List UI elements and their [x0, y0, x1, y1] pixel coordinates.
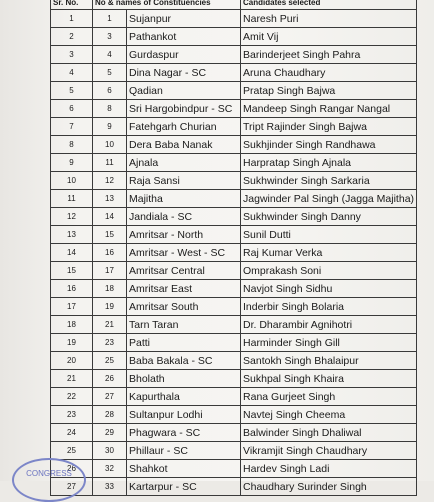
- sr-no-cell: 3: [51, 46, 93, 64]
- table-row: [51, 28, 417, 46]
- sr-no-cell: 8: [51, 136, 93, 154]
- constituency-no-cell: 15: [93, 226, 127, 244]
- constituency-name-cell: Sujanpur: [127, 10, 241, 28]
- sr-no-cell: 5: [51, 82, 93, 100]
- candidate-name-cell: Raj Kumar Verka: [241, 244, 417, 262]
- sr-no-cell: 1: [51, 10, 93, 28]
- constituency-no-cell: 6: [93, 82, 127, 100]
- constituency-name-cell: Baba Bakala - SC: [127, 352, 241, 370]
- sr-no-cell: 13: [51, 226, 93, 244]
- constituency-name-cell: Amritsar South: [127, 298, 241, 316]
- table-row: [51, 46, 417, 64]
- table-row: [51, 154, 417, 172]
- sr-no-cell: 17: [51, 298, 93, 316]
- table-row: [51, 10, 417, 28]
- candidate-name-cell: Mandeep Singh Rangar Nangal: [241, 100, 417, 118]
- constituency-name-cell: Kapurthala: [127, 388, 241, 406]
- table-row: [51, 388, 417, 406]
- candidate-name-cell: Harpratap Singh Ajnala: [241, 154, 417, 172]
- constituency-no-cell: 8: [93, 100, 127, 118]
- sr-no-cell: 22: [51, 388, 93, 406]
- constituency-no-cell: 30: [93, 442, 127, 460]
- constituency-name-cell: Sri Hargobindpur - SC: [127, 100, 241, 118]
- candidate-name-cell: Amit Vij: [241, 28, 417, 46]
- candidate-name-cell: Sukhjinder Singh Randhawa: [241, 136, 417, 154]
- table-row: [51, 172, 417, 190]
- constituency-no-cell: 19: [93, 298, 127, 316]
- candidate-name-cell: Dr. Dharambir Agnihotri: [241, 316, 417, 334]
- candidate-name-cell: Harminder Singh Gill: [241, 334, 417, 352]
- constituency-no-cell: 27: [93, 388, 127, 406]
- table-row: [51, 316, 417, 334]
- constituency-no-cell: 16: [93, 244, 127, 262]
- constituency-name-cell: Patti: [127, 334, 241, 352]
- table-row: [51, 298, 417, 316]
- constituency-no-cell: 4: [93, 46, 127, 64]
- constituency-no-cell: 33: [93, 478, 127, 496]
- candidate-name-cell: Balwinder Singh Dhaliwal: [241, 424, 417, 442]
- constituency-name-cell: Raja Sansi: [127, 172, 241, 190]
- constituency-no-cell: 32: [93, 460, 127, 478]
- table-row: [51, 82, 417, 100]
- sr-no-cell: 6: [51, 100, 93, 118]
- candidate-name-cell: Omprakash Soni: [241, 262, 417, 280]
- candidate-name-cell: Naresh Puri: [241, 10, 417, 28]
- candidate-name-cell: Vikramjit Singh Chaudhary: [241, 442, 417, 460]
- constituency-no-cell: 17: [93, 262, 127, 280]
- candidate-name-cell: Jagwinder Pal Singh (Jagga Majitha): [241, 190, 417, 208]
- constituency-name-cell: Qadian: [127, 82, 241, 100]
- sr-no-cell: 24: [51, 424, 93, 442]
- header-sr-no: Sr. No.: [51, 0, 93, 10]
- constituency-no-cell: 9: [93, 118, 127, 136]
- constituency-no-cell: 21: [93, 316, 127, 334]
- table-row: [51, 226, 417, 244]
- constituency-name-cell: Dera Baba Nanak: [127, 136, 241, 154]
- sr-no-cell: 2: [51, 28, 93, 46]
- candidate-name-cell: Sukhwinder Singh Sarkaria: [241, 172, 417, 190]
- table-row: [51, 244, 417, 262]
- sr-no-cell: 26: [51, 460, 93, 478]
- candidate-name-cell: Hardev Singh Ladi: [241, 460, 417, 478]
- table-row: [51, 370, 417, 388]
- constituency-name-cell: Sultanpur Lodhi: [127, 406, 241, 424]
- constituency-no-cell: 12: [93, 172, 127, 190]
- candidate-name-cell: Aruna Chaudhary: [241, 64, 417, 82]
- candidate-name-cell: Barinderjeet Singh Pahra: [241, 46, 417, 64]
- sr-no-cell: 18: [51, 316, 93, 334]
- sr-no-cell: 14: [51, 244, 93, 262]
- constituency-no-cell: 3: [93, 28, 127, 46]
- table-row: [51, 100, 417, 118]
- constituency-name-cell: Tarn Taran: [127, 316, 241, 334]
- sr-no-cell: 15: [51, 262, 93, 280]
- table-row: [51, 64, 417, 82]
- constituency-name-cell: Gurdaspur: [127, 46, 241, 64]
- header-constituencies: No & names of Constituencies: [93, 0, 241, 10]
- constituency-name-cell: Phagwara - SC: [127, 424, 241, 442]
- sr-no-cell: 20: [51, 352, 93, 370]
- constituency-name-cell: Pathankot: [127, 28, 241, 46]
- candidate-name-cell: Navtej Singh Cheema: [241, 406, 417, 424]
- constituency-no-cell: 23: [93, 334, 127, 352]
- table-row: [51, 190, 417, 208]
- constituency-no-cell: 28: [93, 406, 127, 424]
- constituency-name-cell: Amritsar - West - SC: [127, 244, 241, 262]
- candidate-name-cell: Sukhwinder Singh Danny: [241, 208, 417, 226]
- constituency-no-cell: 5: [93, 64, 127, 82]
- constituency-name-cell: Phillaur - SC: [127, 442, 241, 460]
- constituency-no-cell: 14: [93, 208, 127, 226]
- constituency-no-cell: 25: [93, 352, 127, 370]
- table-row: [51, 352, 417, 370]
- sr-no-cell: 19: [51, 334, 93, 352]
- candidate-name-cell: Rana Gurjeet Singh: [241, 388, 417, 406]
- sr-no-cell: 21: [51, 370, 93, 388]
- sr-no-cell: 9: [51, 154, 93, 172]
- table-row: [51, 478, 417, 496]
- table-row: [51, 460, 417, 478]
- sr-no-cell: 23: [51, 406, 93, 424]
- candidate-name-cell: Inderbir Singh Bolaria: [241, 298, 417, 316]
- constituency-name-cell: Amritsar East: [127, 280, 241, 298]
- constituency-name-cell: Amritsar - North: [127, 226, 241, 244]
- sr-no-cell: 11: [51, 190, 93, 208]
- table-row: [51, 262, 417, 280]
- sr-no-cell: 10: [51, 172, 93, 190]
- constituency-name-cell: Jandiala - SC: [127, 208, 241, 226]
- candidate-name-cell: Tript Rajinder Singh Bajwa: [241, 118, 417, 136]
- candidate-name-cell: Santokh Singh Bhalaipur: [241, 352, 417, 370]
- candidates-table: [50, 0, 417, 496]
- table-row: [51, 118, 417, 136]
- constituency-no-cell: 26: [93, 370, 127, 388]
- constituency-no-cell: 1: [93, 10, 127, 28]
- constituency-name-cell: Dina Nagar - SC: [127, 64, 241, 82]
- constituency-name-cell: Bholath: [127, 370, 241, 388]
- constituency-name-cell: Fatehgarh Churian: [127, 118, 241, 136]
- constituency-no-cell: 10: [93, 136, 127, 154]
- table-row: [51, 334, 417, 352]
- table-row: [51, 136, 417, 154]
- table-row: [51, 280, 417, 298]
- sr-no-cell: 7: [51, 118, 93, 136]
- constituency-name-cell: Majitha: [127, 190, 241, 208]
- constituency-name-cell: Kartarpur - SC: [127, 478, 241, 496]
- table-row: [51, 208, 417, 226]
- table-header-row: [51, 0, 417, 10]
- constituency-no-cell: 29: [93, 424, 127, 442]
- sr-no-cell: 16: [51, 280, 93, 298]
- constituency-name-cell: Ajnala: [127, 154, 241, 172]
- sr-no-cell: 27: [51, 478, 93, 496]
- constituency-no-cell: 13: [93, 190, 127, 208]
- sr-no-cell: 25: [51, 442, 93, 460]
- candidate-name-cell: Pratap Singh Bajwa: [241, 82, 417, 100]
- sr-no-cell: 12: [51, 208, 93, 226]
- table-row: [51, 424, 417, 442]
- constituency-name-cell: Amritsar Central: [127, 262, 241, 280]
- party-stamp: CONGRESS: [12, 458, 86, 502]
- table-row: [51, 406, 417, 424]
- constituency-no-cell: 18: [93, 280, 127, 298]
- sr-no-cell: 4: [51, 64, 93, 82]
- candidate-name-cell: Navjot Singh Sidhu: [241, 280, 417, 298]
- table-row: [51, 442, 417, 460]
- candidate-name-cell: Sukhpal Singh Khaira: [241, 370, 417, 388]
- candidate-name-cell: Chaudhary Surinder Singh: [241, 478, 417, 496]
- constituency-no-cell: 11: [93, 154, 127, 172]
- candidate-name-cell: Sunil Dutti: [241, 226, 417, 244]
- constituency-name-cell: Shahkot: [127, 460, 241, 478]
- header-candidates: Candidates selected: [241, 0, 417, 10]
